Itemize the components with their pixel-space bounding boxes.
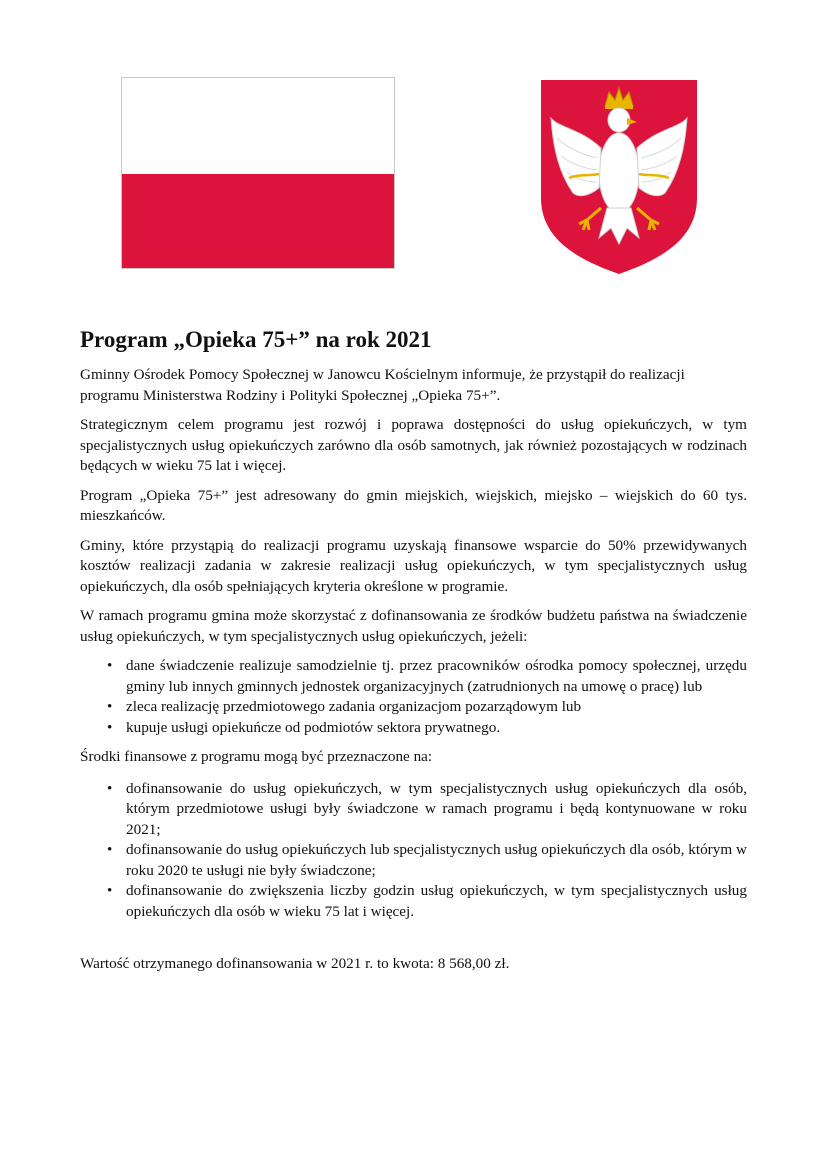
white-eagle-emblem-icon	[539, 78, 699, 276]
list-item: • zleca realizację przedmiotowego zadania organizacjom pozarządowym lub	[80, 697, 747, 718]
document-title: Program „Opieka 75+” na rok 2021	[80, 327, 432, 352]
flag-white-stripe	[122, 78, 394, 174]
list-item: • dane świadczenie realizuje samodzielnie tj. przez pracowników ośrodka pomocy społecznej, urzędu gminy lub innych gminnych jednostek organizacyjnych (zatrudnionych na umowę o pracę) lub	[80, 656, 747, 697]
funding-value-paragraph: Wartość otrzymanego dofinansowania w 2021 r. to kwota: 8 568,00 zł.	[80, 955, 510, 972]
list-item: • dofinansowanie do zwiększenia liczby godzin usług opiekuńczych, w tym specjalistycznych usług opiekuńczych dla osób w wieku 75 lat i więcej.	[80, 881, 747, 922]
funds-list	[80, 779, 747, 923]
list-item: • dofinansowanie do usług opiekuńczych, w tym specjalistycznych usług opiekuńczych dla osób, którym przedmiotowe usługi były świadczone w ramach programu i będą kontynuowane w roku 2021;	[80, 779, 747, 841]
goal-paragraph: Strategicznym celem programu jest rozwój i poprawa dostępności do usług opiekuńczych, w tym specjalistycznych usług opiekuńczych zarówno dla osób samotnych, jak również pozostających w rodzinach będących w wieku 75 lat i więcej.	[80, 416, 747, 474]
funds-paragraph: Środki finansowe z programu mogą być przeznaczone na:	[80, 748, 433, 765]
polish-flag	[121, 77, 395, 269]
target-paragraph: Program „Opieka 75+” jest adresowany do gmin miejskich, wiejskich, miejsko – wiejskich do 60 tys. mieszkańców.	[80, 486, 747, 524]
intro-paragraph: Gminny Ośrodek Pomocy Społecznej w Janowcu Kościelnym informuje, że przystąpił do realizacji programu Ministerstwa Rodziny i Polityki Społecznej „Opieka 75+”.	[80, 366, 685, 404]
list-item: • kupuje usługi opiekuńcze od podmiotów sektora prywatnego.	[80, 718, 747, 739]
conditions-list	[80, 656, 747, 738]
list-item: • dofinansowanie do usług opiekuńczych lub specjalistycznych usług opiekuńczych dla osób, którym w roku 2020 te usługi nie były świadczone;	[80, 840, 747, 881]
document-content	[80, 326, 747, 984]
conditions-paragraph: W ramach programu gmina może skorzystać z dofinansowania ze środków budżetu państwa na świadczenie usług opiekuńczych, w tym specjalistycznych usług opiekuńczych, jeżeli:	[80, 607, 747, 645]
flag-red-stripe	[122, 174, 394, 269]
support-paragraph: Gminy, które przystąpią do realizacji programu uzyskają finansowe wsparcie do 50% przewidywanych kosztów realizacji zadania w zakresie realizacji usług opiekuńczych, w tym specjalistycznych usług opiekuńczych, dla osób spełniających kryteria określone w programie.	[80, 536, 747, 595]
